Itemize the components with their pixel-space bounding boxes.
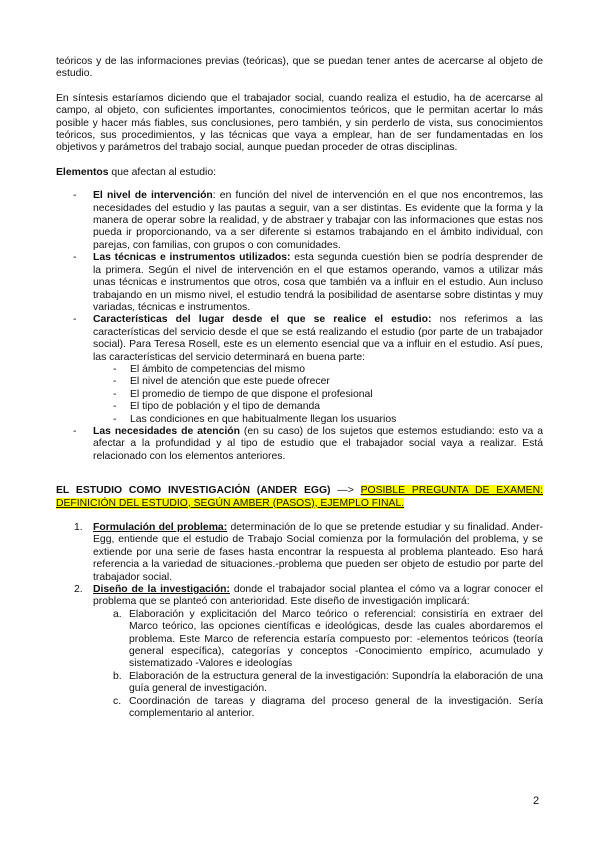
synthesis-paragraph: En síntesis estaríamos diciendo que el trabajador social, cuando realiza el estudio, ha de acercarse al campo, al objeto, con suficientes importantes, conocimientos teóricos, que le permitan acertar lo más posible y hacer más fiables, sus conclusiones, pero también, y sin perderlo de vista, sus conocimientos teóricos, sus procedimientos, y las técnicas que vaya a emplear, han de ser fundamentadas en los objetivos y parámetros del trabajo social, aunque puedan proceder de otras disciplinas. xyxy=(56,92,543,154)
step-item xyxy=(56,522,543,584)
list-item xyxy=(56,314,543,426)
list-item xyxy=(56,426,543,463)
step-text: determinación de lo que se pretende estudiar y su finalidad. Ander- Egg, entiende que el estudio de Trabajo Social comienza por la formulación del problema, y se extiende por una serie de fases hasta encontrar la respuesta al problema planteado. Eso hará referencia a la variedad de situaciones.-problema que pueden ser objeto de estudio por parte del trabajador social. xyxy=(93,522,543,583)
step-marker: 1. xyxy=(74,522,83,533)
sub-text: Coordinación de tareas y diagrama del proceso general de la investigación. Sería complementario al anterior. xyxy=(129,695,543,720)
sub-marker: a. xyxy=(113,608,122,620)
list-item-title: Las necesidades de atención xyxy=(93,425,240,437)
list-item-text: : en función del nivel de intervención en el que nos encontremos, las necesidades del estudio y las pautas a seguir, van a ser distintas. Es evidente que la forma y la manera de operar sobre la realidad, y de abstraer y trabajar con las informaciones que estas nos pueda ir proporcionando, va a ser diferente si estamos trabajando en el ámbito individual, con parejas, con familias, con grupos o con comunidades. xyxy=(93,190,543,251)
investigation-steps xyxy=(56,522,543,721)
sub-item: - El ámbito de competencias del mismo xyxy=(93,364,543,376)
list-item-text: nos referimos a las características del servicio desde el que se está realizando el estudio (por parte de un trabajador social). Para Teresa Rosell, este es un elemento esencial que va a influir en el estudio. Así pues, las características del servicio determinará en buena parte: xyxy=(93,314,543,363)
list-item-text: esta segunda cuestión bien se podría desprender de la primera. Según el nivel de intervención en el que estamos operando, vamos a utilizar más unas técnicas e instrumentos que otros, cosa que también va a influir en el estudio. Aun incluso trabajando en un mismo nivel, el estudio tendrá la posibilidad de asentarse sobre distintas y muy variadas, técnicas e instrumentos. xyxy=(93,252,543,313)
design-sub-item xyxy=(93,696,543,721)
investigation-title: EL ESTUDIO COMO INVESTIGACIÓN (ANDER EGG) xyxy=(56,485,331,497)
design-sub-item xyxy=(93,609,543,671)
arrow: —> xyxy=(330,485,361,497)
step-marker: 2. xyxy=(74,584,83,596)
sub-marker: b. xyxy=(113,670,122,682)
list-item xyxy=(56,252,543,314)
design-sublist xyxy=(93,609,543,721)
elements-heading-bold: Elementos xyxy=(56,166,109,178)
exam-highlight: POSIBLE PREGUNTA DE EXAMEN: DEFINICIÓN DEL ESTUDIO, SEGÚN AMBER (PASOS), EJEMPLO FINAL. xyxy=(56,485,543,509)
service-sublist xyxy=(93,364,543,426)
elements-heading xyxy=(56,167,543,179)
page-number: 2 xyxy=(533,795,540,807)
list-item-title: Características del lugar desde el que se realice el estudio: xyxy=(93,314,432,326)
step-item xyxy=(56,584,543,720)
sub-marker: c. xyxy=(113,695,122,707)
elements-list xyxy=(56,190,543,463)
list-item-title: Las técnicas e instrumentos utilizados: xyxy=(93,252,291,264)
document-page xyxy=(56,56,543,721)
step-title: Formulación del problema: xyxy=(93,522,228,533)
step-title: Diseño de la investigación: xyxy=(93,584,230,596)
sub-item: - El nivel de atención que este puede ofrecer xyxy=(93,376,543,388)
list-item xyxy=(56,190,543,252)
sub-item: - El promedio de tiempo de que dispone el profesional xyxy=(93,389,543,401)
list-item-text: (en su caso) de los sujetos que estemos estudiando: esto va a afectar a la profundidad y al tipo de estudio que el trabajador social vaya a realizar. Está relacionado con los elementos anteriores. xyxy=(93,425,543,462)
design-sub-item xyxy=(93,671,543,696)
intro-continuation: teóricos y de las informaciones previas (teóricas), que se puedan tener antes de acercarse al objeto de estudio. xyxy=(56,56,543,80)
list-item-title: El nivel de intervención xyxy=(93,190,213,202)
sub-text: Elaboración de la estructura general de la investigación: Supondría la elaboración de una guía general de investigación. xyxy=(129,670,543,695)
investigation-heading xyxy=(56,485,543,510)
sub-text: Elaboración y explicitación del Marco teórico o referencial: consistiría en extraer del Marco teórico, las opciones científicas e ideológicas, desde las cuales abordaremos el problema. Este Marco de referencia estaría compuesto por: -elementos teóricos (teoría general específica), categorías y conceptos -Conocimiento empírico, acumulado y sistematizado -Valores e ideologías xyxy=(129,608,543,670)
elements-heading-rest: que afectan al estudio: xyxy=(108,166,216,178)
sub-item: - Las condiciones en que habitualmente llegan los usuarios xyxy=(93,414,543,426)
sub-item: - El tipo de población y el tipo de demanda xyxy=(93,401,543,413)
step-text: donde el trabajador social plantea el cómo va a lograr conocer el problema que se planteó con anterioridad. Este diseño de investigación implicará: xyxy=(93,584,543,608)
